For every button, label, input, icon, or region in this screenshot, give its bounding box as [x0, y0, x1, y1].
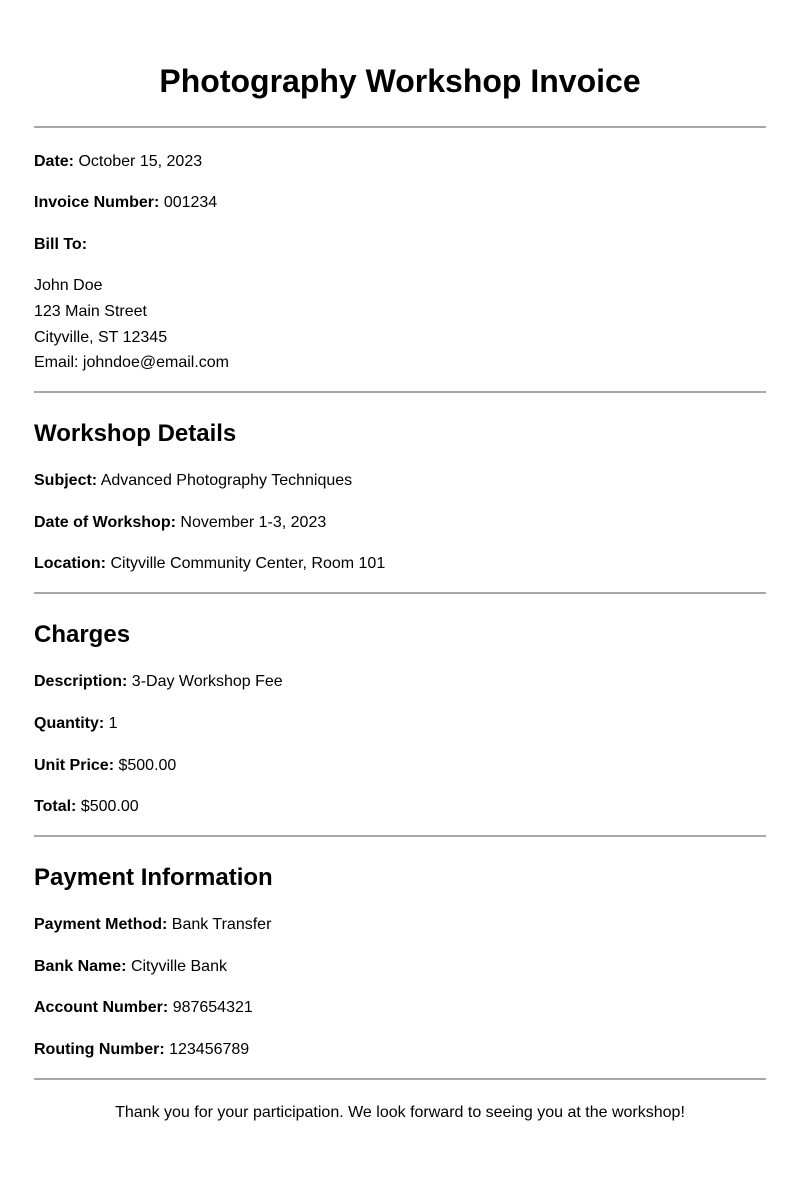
bank-name-value: Cityville Bank — [130, 958, 227, 975]
date-value: October 15, 2023 — [78, 153, 203, 170]
bank-name-label: Bank Name: — [34, 958, 127, 975]
subject-value: Advanced Photography Techniques — [100, 472, 353, 489]
payment-method-row — [34, 915, 271, 935]
description-value: 3-Day Workshop Fee — [131, 673, 283, 690]
workshop-details-heading: Workshop Details — [34, 420, 237, 447]
total-label: Total: — [34, 798, 77, 815]
date-row — [34, 152, 202, 172]
description-label: Description: — [34, 673, 128, 690]
workshop-date-row — [34, 513, 326, 533]
account-number-label: Account Number: — [34, 999, 169, 1016]
workshop-date-label: Date of Workshop: — [34, 514, 176, 531]
quantity-row — [34, 714, 118, 734]
routing-number-value: 123456789 — [169, 1041, 250, 1058]
subject-row — [34, 471, 352, 491]
total-row — [34, 797, 139, 817]
payment-method-label: Payment Method: — [34, 916, 168, 933]
unit-price-label: Unit Price: — [34, 757, 115, 774]
location-label: Location: — [34, 555, 106, 572]
divider — [34, 126, 766, 128]
account-number-value: 987654321 — [172, 999, 253, 1016]
invoice-title: Photography Workshop Invoice — [159, 63, 641, 99]
bill-to-name: John Doe — [34, 277, 103, 294]
bill-to-street: 123 Main Street — [34, 303, 147, 320]
invoice-number-row — [34, 193, 217, 213]
divider — [34, 1078, 766, 1080]
total-value: $500.00 — [80, 798, 139, 815]
bank-name-row — [34, 957, 227, 977]
workshop-date-value: November 1-3, 2023 — [180, 514, 327, 531]
account-number-row — [34, 998, 253, 1018]
bill-to-label: Bill To: — [34, 236, 88, 253]
routing-number-label: Routing Number: — [34, 1041, 165, 1058]
description-row — [34, 672, 283, 692]
unit-price-value: $500.00 — [118, 757, 177, 774]
payment-information-heading: Payment Information — [34, 864, 273, 891]
invoice-number-value: 001234 — [163, 194, 218, 211]
quantity-value: 1 — [108, 715, 118, 732]
date-label: Date: — [34, 153, 75, 170]
bill-to-city: Cityville, ST 12345 — [34, 329, 168, 346]
unit-price-row — [34, 756, 176, 776]
divider — [34, 391, 766, 393]
payment-method-value: Bank Transfer — [171, 916, 272, 933]
quantity-label: Quantity: — [34, 715, 105, 732]
location-row — [34, 554, 385, 574]
subject-label: Subject: — [34, 472, 98, 489]
invoice-number-label: Invoice Number: — [34, 194, 160, 211]
divider — [34, 835, 766, 837]
charges-heading: Charges — [34, 621, 131, 648]
thank-you-note: Thank you for your participation. We look forward to seeing you at the workshop! — [115, 1104, 685, 1121]
location-value: Cityville Community Center, Room 101 — [110, 555, 386, 572]
divider — [34, 592, 766, 594]
bill-to-email: Email: johndoe@email.com — [34, 354, 229, 371]
bill-to-row — [34, 235, 87, 255]
routing-number-row — [34, 1040, 249, 1060]
